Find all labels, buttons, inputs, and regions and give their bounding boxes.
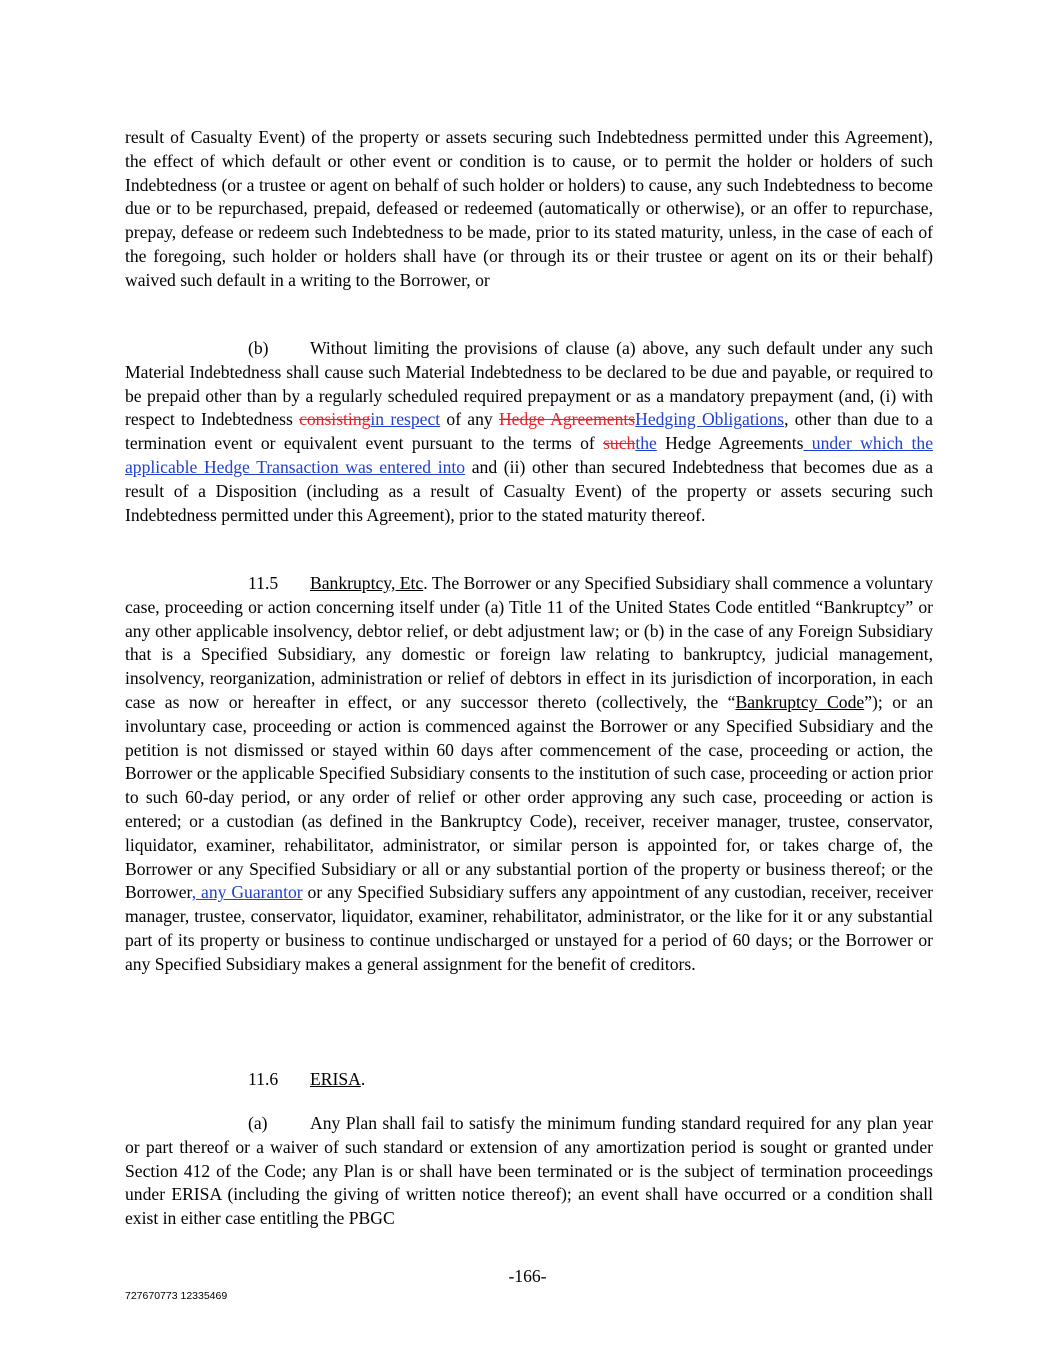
deleted-text: such — [603, 433, 636, 454]
section-heading: Bankruptcy, Etc — [310, 573, 424, 593]
inserted-text: , any Guarantor — [191, 882, 303, 903]
section-11-5 — [125, 572, 933, 977]
inserted-text: Hedging Obligations — [635, 409, 785, 430]
inserted-text: the — [635, 433, 657, 454]
paragraph-text: of any — [440, 409, 499, 430]
paragraph-text: Without limiting the provisions of clause (a) above, any such default under any such Material Indebtedness shall cause such Material Indebtedness to be declared to be due and payable, or required to be prepaid other than by a regularly scheduled required prepayment or as a mandatory prepayment (and, (i) with respect to Indebtedness — [125, 338, 933, 430]
section-number: 11.5 — [248, 573, 279, 593]
clause-label: (a) — [248, 1113, 268, 1133]
paragraph-clause-a — [125, 1112, 933, 1231]
deleted-text: Hedge Agreements — [498, 409, 636, 430]
section-heading: ERISA — [310, 1069, 361, 1089]
paragraph-text: Hedge Agreements — [656, 433, 804, 454]
paragraph-continuation — [125, 126, 933, 293]
paragraph-text: and (ii) other than secured Indebtedness that becomes due as a result of a Disposition (including as a result of Casualty Event) of the property or assets securing such Indebtedness permitted under this Agreement), prior to the stated maturity thereof. — [125, 456, 933, 525]
clause-label: (b) — [248, 338, 269, 358]
paragraph-text: Any Plan shall fail to satisfy the minimum funding standard required for any plan year or part thereof or a waiver of such standard or extension of any amortization period is sought or granted under Section 412 of the Code; any Plan is or shall have been terminated or is the subject of termination proceedings under ERISA (including the giving of written notice thereof); an event shall have occurred or a condition shall exist in either case entitling the PBGC — [125, 1113, 933, 1229]
paragraph-clause-b — [125, 337, 933, 527]
inserted-text: in respect — [370, 409, 441, 430]
paragraph-text: The Borrower or any Specified Subsidiary shall commence a voluntary case, proceeding or action concerning itself under (a) Title 11 of the United States Code entitled “Bankruptcy” or any other applicable insolvency, debtor relief, or debt adjustment law; or (b) in the case of any Foreign Subsidiary that is a Specified Subsidiary, any domestic or foreign law relating to bankruptcy, judicial management, insolvency, reorganization, administration or relief of debtors in effect in its jurisdiction of incorporation, in each case as now or hereafter in effect, or any successor thereto (collectively, the “ — [125, 573, 933, 712]
section-number: 11.6 — [248, 1069, 279, 1089]
paragraph-text: , other than due to a termination event or equivalent event pursuant to the terms of — [125, 409, 933, 454]
paragraph-text: or any Specified Subsidiary suffers any appointment of any custodian, receiver, receiver manager, trustee, conservator, liquidator, examiner, rehabilitator, administrator, or the like for it or any substantial part of its property or business to continue undischarged or unstayed for a period of 60 days; or the Borrower or any Specified Subsidiary makes a general assignment for the benefit of creditors. — [125, 882, 934, 974]
section-heading-period: . — [423, 573, 428, 593]
section-heading-period: . — [360, 1069, 366, 1089]
defined-term: Bankruptcy Code — [735, 691, 865, 712]
inserted-text: under which the applicable Hedge Transaction was entered into — [125, 433, 933, 477]
deleted-text: consisting — [299, 409, 371, 430]
document-id: 727670773 12335469 — [125, 1290, 228, 1302]
paragraph-text: ”); or an involuntary case, proceeding or action is commenced against the Borrower or any Specified Subsidiary and the petition is not dismissed or stayed within 60 days after commencement of the case, proceeding or action, the Borrower or the applicable Specified Subsidiary consents to the institution of such case, proceeding or action prior to such 60-day period, or any order of relief or other order approving any such case, proceeding or action is entered; or a custodian (as defined in the Bankruptcy Code), receiver, receiver manager, trustee, conservator, liquidator, examiner, rehabilitator, administrator, or similar person is appointed for, or takes charge of, the Borrower or any Specified Subsidiary or all or any substantial portion of the property or business thereof; or the Borrower — [125, 691, 933, 903]
page-number: -166- — [508, 1266, 547, 1286]
section-11-6 — [125, 1068, 933, 1092]
paragraph-text: result of Casualty Event) of the property or assets securing such Indebtedness permitted under this Agreement), the effect of which default or other event or condition is to cause, or to permit the holder or holders of such Indebtedness (or a trustee or agent on behalf of such holder or holders) to cause, any such Indebtedness to become due or to be repurchased, prepaid, defeased or redeemed (automatically or otherwise), or an offer to repurchase, prepay, defease or redeem such Indebtedness to be made, prior to its stated maturity, unless, in the case of each of the foregoing, such holder or holders shall have (or through its or their trustee or agent on its or their behalf) waived such default in a writing to the Borrower, or — [125, 127, 933, 290]
